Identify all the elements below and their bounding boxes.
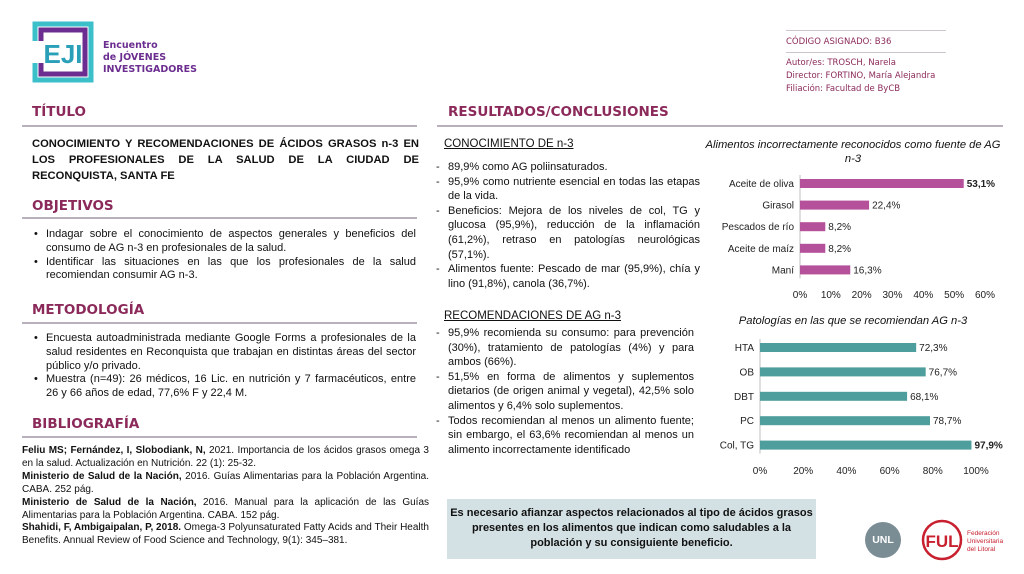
reference-body: 2016. Guías Alimentarias para la Población Argentina. CABA. 252 pág. — [22, 470, 429, 495]
fuli-text-3: del Litoral — [967, 546, 996, 553]
reference-body: 2016. Manual para la aplicación de las Guías Alimentarias para la Población Argentina. CABA. 152 pág. — [22, 496, 429, 521]
eji-logo — [32, 21, 94, 83]
list-item: • Identificar las situaciones en las que los profesionales de la salud recomiendan consumir AG n-3. — [32, 256, 416, 284]
fuli-text-2: Universitaria — [967, 538, 1004, 545]
chart1-data-label: 8,2% — [828, 222, 852, 234]
chart1-bar — [800, 179, 964, 188]
chart1-tick-label: 0% — [792, 290, 808, 301]
chart1-category-label: Aceite de maíz — [727, 243, 794, 255]
chart-alimentos-incorrectos — [700, 172, 1010, 304]
reference-authors: Feliu MS; Fernández, I, Slobodiank, N, — [22, 445, 206, 456]
chart1-category-label: Aceite de oliva — [728, 179, 794, 190]
titulo-rule — [22, 125, 417, 127]
conclusion-box: Es necesario afianzar aspectos relacionados al tipo de ácidos grasos presentes en los alimentos que indican como saludables a la población y su consiguiente beneficio. — [447, 499, 816, 559]
chart1-bar — [800, 244, 825, 253]
fuli-text-1: Federación — [967, 530, 1000, 537]
unl-logo: UNL — [865, 522, 901, 558]
list-item: - Todos recomiendan al menos un alimento fuente; sin embargo, el 63,6% recomiendan al menos un alimento incorrectamente identificado — [434, 414, 694, 458]
conocimiento-list — [434, 160, 700, 291]
chart2-category-label: HTA — [734, 343, 754, 354]
meta-divider — [786, 52, 946, 53]
list-item: • Indagar sobre el conocimiento de aspectos generales y beneficios del consumo de AG n-3 en profesionales de la salud. — [32, 228, 416, 256]
chart1-tick-label: 10% — [820, 290, 841, 301]
bibliografia-rule — [22, 436, 417, 438]
chart2-tick-label: 20% — [793, 466, 814, 477]
chart2-category-label: DBT — [734, 391, 754, 403]
chart1-data-label: 53,1% — [966, 179, 996, 190]
chart2-data-label: 72,3% — [919, 343, 948, 354]
logo-wordmark — [103, 40, 197, 76]
list-item: - 95,9% como nutriente esencial en todas las etapas de la vida. — [434, 175, 700, 204]
metodologia-header: METODOLOGÍA — [32, 302, 145, 318]
meta-block — [786, 36, 946, 96]
chart2-bar — [760, 441, 971, 450]
reference-authors: Ministerio de Salud de la Nación, — [22, 496, 197, 508]
chart2-data-label: 76,7% — [928, 367, 958, 379]
fuli-logo — [920, 518, 1020, 564]
poster-title: CONOCIMIENTO Y RECOMENDACIONES DE ÁCIDOS GRASOS n-3 EN LOS PROFESIONALES DE LA SALUD DE LA CIUDAD DE RECONQUISTA, SANTA FE — [32, 138, 419, 182]
logo-line-3: INVESTIGADORES — [103, 64, 197, 75]
autor: Autor/es: TROSCH, Narela — [786, 58, 896, 68]
resultados-rule — [437, 125, 1003, 127]
list-item: - Alimentos fuente: Pescado de mar (95,9%), chía y lino (91,8%), canola (36,7%). — [434, 262, 700, 291]
logo-line-1: Encuentro — [103, 40, 158, 51]
chart1-title: Alimentos incorrectamente reconocidos como fuente de AG n-3 — [705, 139, 1001, 165]
chart2-category-label: OB — [739, 367, 754, 379]
chart1-bar — [800, 265, 850, 274]
list-item: - 51,5% en forma de alimentos y suplementos dietarios (de origen animal y vegetal), 42,5% solo alimentos y 6,4% solo suplementos. — [434, 370, 694, 414]
list-item: - Beneficios: Mejora de los niveles de col, TG y glucosa (95,9%), reducción de la inflamación (61,2%), retraso en patologías neurológicas (57,1%). — [434, 204, 700, 262]
chart1-category-label: Pescados de río — [721, 222, 794, 234]
logo-mark-text: EJI — [43, 39, 83, 69]
bibliography-list — [22, 445, 429, 548]
conocimiento-header: CONOCIMIENTO DE n-3 — [444, 138, 574, 150]
list-item: • Encuesta autoadministrada mediante Google Forms a profesionales de la salud residentes en Reconquista que trabajan en distintas áreas del sector público y/o privado. — [32, 332, 416, 373]
chart2-data-label: 97,9% — [974, 440, 1003, 452]
chart2-tick-label: 40% — [836, 466, 857, 477]
objetivos-list — [32, 228, 416, 283]
filiacion: Filiación: Facultad de ByCB — [786, 84, 901, 94]
metodologia-list — [32, 332, 416, 401]
reference-authors: Ministerio de Salud de la Nación, — [22, 470, 182, 482]
chart2-bar — [760, 416, 930, 425]
reference-item — [22, 471, 429, 497]
chart2-tick-label: 100% — [963, 466, 989, 477]
chart1-data-label: 22,4% — [872, 200, 901, 212]
bibliografia-header: BIBLIOGRAFÍA — [32, 416, 140, 432]
chart1-category-label: Maní — [771, 265, 794, 277]
codigo-asignado: CÓDIGO ASIGNADO: B36 — [786, 37, 892, 47]
objetivos-header: OBJETIVOS — [32, 198, 114, 214]
list-item: • Muestra (n=49): 26 médicos, 16 Lic. en nutrición y 7 farmacéuticos, entre 26 y 66 años de edad, 77,6% F y 22,4 M. — [32, 373, 416, 401]
chart1-data-label: 16,3% — [853, 265, 882, 277]
chart2-category-label: PC — [740, 416, 754, 428]
chart1-data-label: 8,2% — [828, 243, 852, 255]
list-item: - 95,9% recomienda su consumo: para prevención (30%), tratamiento de patologías (4%) y para ambos (66%). — [434, 326, 694, 370]
reference-item — [22, 497, 429, 523]
resultados-header: RESULTADOS/CONCLUSIONES — [448, 104, 669, 120]
recomendaciones-list — [434, 326, 694, 457]
recomendaciones-header: RECOMENDACIONES DE AG n-3 — [444, 310, 622, 322]
chart2-tick-label: 80% — [922, 466, 943, 477]
list-item: - 89,9% como AG poliinsaturados. — [434, 160, 700, 175]
chart2-bar — [760, 343, 916, 352]
meta-top-rule — [786, 30, 946, 31]
fuli-logo-mark — [920, 518, 1020, 564]
chart2-tick-label: 0% — [752, 466, 768, 477]
chart2-bar — [760, 392, 907, 401]
eji-logo-mark — [32, 21, 94, 83]
metodologia-rule — [22, 322, 417, 324]
chart1-tick-label: 20% — [851, 290, 872, 301]
chart1-tick-label: 60% — [974, 290, 996, 301]
titulo-header: TÍTULO — [32, 104, 86, 120]
chart1-bar — [800, 222, 825, 231]
reference-item — [22, 522, 429, 548]
chart1-tick-label: 50% — [944, 290, 965, 301]
chart-patologias — [700, 334, 1010, 480]
chart1-bar — [800, 201, 869, 210]
reference-body: Omega-3 Polyunsaturated Fatty Acids and Their Health Benefits. Annual Review of Food Science and Technology, 9(1): 345–381. — [22, 522, 429, 547]
fuli-mark-text: FUL — [925, 532, 959, 551]
reference-body: 2021. Importancia de los ácidos grasos omega 3 en la salud. Actualización en Nutrición. 22 (1): 25-32. — [22, 445, 429, 469]
director: Director: FORTINO, María Alejandra — [786, 71, 936, 81]
objetivos-rule — [22, 217, 417, 219]
chart2-bar — [760, 367, 926, 376]
chart2-tick-label: 60% — [879, 466, 900, 477]
chart2-data-label: 68,1% — [910, 391, 939, 403]
chart1-category-label: Girasol — [762, 200, 794, 212]
chart2-title: Patologías en las que se recomiendan AG n-3 — [738, 315, 968, 327]
chart2-category-label: Col, TG — [719, 440, 754, 452]
chart2-data-label: 78,7% — [932, 416, 962, 428]
chart1-tick-label: 40% — [913, 290, 934, 301]
logo-line-2: de JÓVENES — [103, 52, 167, 63]
reference-item — [22, 445, 429, 471]
reference-authors: Shahidi, F, Ambigaipalan, P, 2018. — [22, 522, 182, 534]
chart1-tick-label: 30% — [882, 290, 903, 301]
